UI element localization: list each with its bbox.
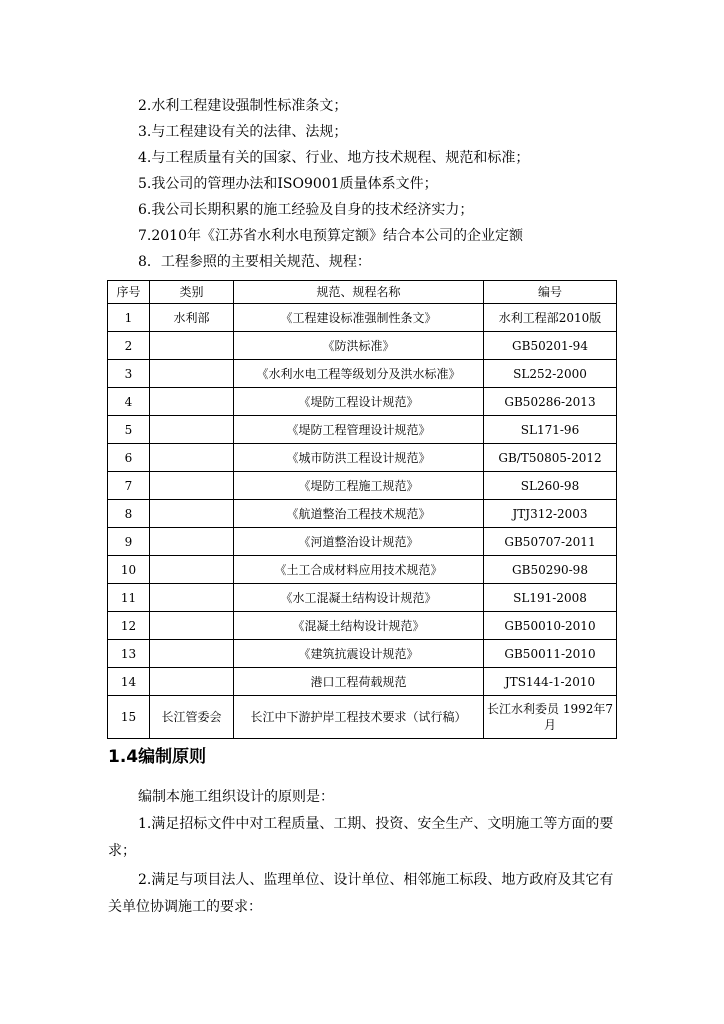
cell-standard-name: 《水工混凝土结构设计规范》 [234,584,484,612]
principle-2-line-2: 关单位协调施工的要求： [108,899,262,915]
cell-index: 2 [108,332,150,360]
cell-code: SL171-96 [484,416,617,444]
cell-code: JTS144-1-2010 [484,668,617,696]
header-code: 编号 [484,281,617,304]
cell-category [150,388,234,416]
cell-standard-name: 《工程建设标准强制性条文》 [234,304,484,332]
cell-standard-name: 长江中下游护岸工程技术要求（试行稿） [234,696,484,739]
cell-code: GB50290-98 [484,556,617,584]
cell-category [150,584,234,612]
section-heading: 1.4编制原则 [108,747,207,767]
cell-standard-name: 《航道整治工程技术规范》 [234,500,484,528]
table-header-row [108,281,617,304]
principle-2-line-1: 2.满足与项目法人、监理单位、设计单位、相邻施工标段、地方政府及其它有 [138,872,614,888]
list-item-5: 5.我公司的管理办法和ISO9001质量体系文件； [138,176,438,192]
cell-code: JTJ312-2003 [484,500,617,528]
cell-category [150,640,234,668]
cell-index: 11 [108,584,150,612]
cell-code: GB50011-2010 [484,640,617,668]
cell-standard-name: 《防洪标准》 [234,332,484,360]
principle-1-line-2: 求； [108,843,136,859]
cell-category [150,332,234,360]
cell-index: 9 [108,528,150,556]
table-row [108,416,617,444]
cell-standard-name: 《城市防洪工程设计规范》 [234,444,484,472]
cell-category [150,556,234,584]
cell-code: 长江水利委员 1992年7月 [484,696,617,739]
table-row [108,444,617,472]
reference-standards-table [107,280,617,739]
list-item-7: 7.2010年《江苏省水利水电预算定额》结合本公司的企业定额 [138,228,523,244]
list-item-8: 8．工程参照的主要相关规范、规程： [138,254,371,270]
cell-category [150,528,234,556]
cell-code: SL252-2000 [484,360,617,388]
table-row [108,528,617,556]
list-item-3: 3.与工程建设有关的法律、法规； [138,124,348,140]
cell-index: 7 [108,472,150,500]
cell-index: 5 [108,416,150,444]
table-row [108,556,617,584]
table-row [108,472,617,500]
cell-standard-name: 《堤防工程施工规范》 [234,472,484,500]
cell-standard-name: 《堤防工程管理设计规范》 [234,416,484,444]
cell-code: GB50201-94 [484,332,617,360]
cell-code: GB50707-2011 [484,528,617,556]
cell-category [150,360,234,388]
cell-index: 13 [108,640,150,668]
table-row [108,584,617,612]
cell-index: 1 [108,304,150,332]
cell-code: SL191-2008 [484,584,617,612]
cell-index: 10 [108,556,150,584]
cell-standard-name: 《河道整治设计规范》 [234,528,484,556]
cell-index: 8 [108,500,150,528]
cell-code: GB/T50805-2012 [484,444,617,472]
table-row [108,696,617,739]
cell-index: 6 [108,444,150,472]
table-row [108,304,617,332]
cell-index: 15 [108,696,150,739]
cell-standard-name: 《建筑抗震设计规范》 [234,640,484,668]
header-category: 类别 [150,281,234,304]
table-row [108,360,617,388]
cell-category: 长江管委会 [150,696,234,739]
cell-standard-name: 《水利水电工程等级划分及洪水标准》 [234,360,484,388]
cell-category: 水利部 [150,304,234,332]
list-item-4: 4.与工程质量有关的国家、行业、地方技术规程、规范和标准； [138,150,530,166]
cell-code: GB50286-2013 [484,388,617,416]
header-standard-name: 规范、规程名称 [234,281,484,304]
cell-index: 3 [108,360,150,388]
list-item-2: 2.水利工程建设强制性标准条文； [138,98,348,114]
cell-category [150,668,234,696]
header-index: 序号 [108,281,150,304]
cell-index: 14 [108,668,150,696]
cell-standard-name: 《土工合成材料应用技术规范》 [234,556,484,584]
cell-standard-name: 《堤防工程设计规范》 [234,388,484,416]
list-item-6: 6.我公司长期积累的施工经验及自身的技术经济实力； [138,202,474,218]
cell-code: GB50010-2010 [484,612,617,640]
table-row [108,500,617,528]
cell-standard-name: 《混凝土结构设计规范》 [234,612,484,640]
cell-standard-name: 港口工程荷载规范 [234,668,484,696]
table-row [108,388,617,416]
cell-index: 4 [108,388,150,416]
intro-paragraph: 编制本施工组织设计的原则是： [138,789,334,805]
table-row [108,332,617,360]
principle-1-line-1: 1.满足招标文件中对工程质量、工期、投资、安全生产、文明施工等方面的要 [138,816,614,832]
cell-category [150,500,234,528]
cell-category [150,444,234,472]
table-row [108,668,617,696]
cell-category [150,612,234,640]
cell-category [150,472,234,500]
cell-code: SL260-98 [484,472,617,500]
cell-category [150,416,234,444]
table-row [108,640,617,668]
cell-code: 水利工程部2010版 [484,304,617,332]
table-row [108,612,617,640]
cell-index: 12 [108,612,150,640]
